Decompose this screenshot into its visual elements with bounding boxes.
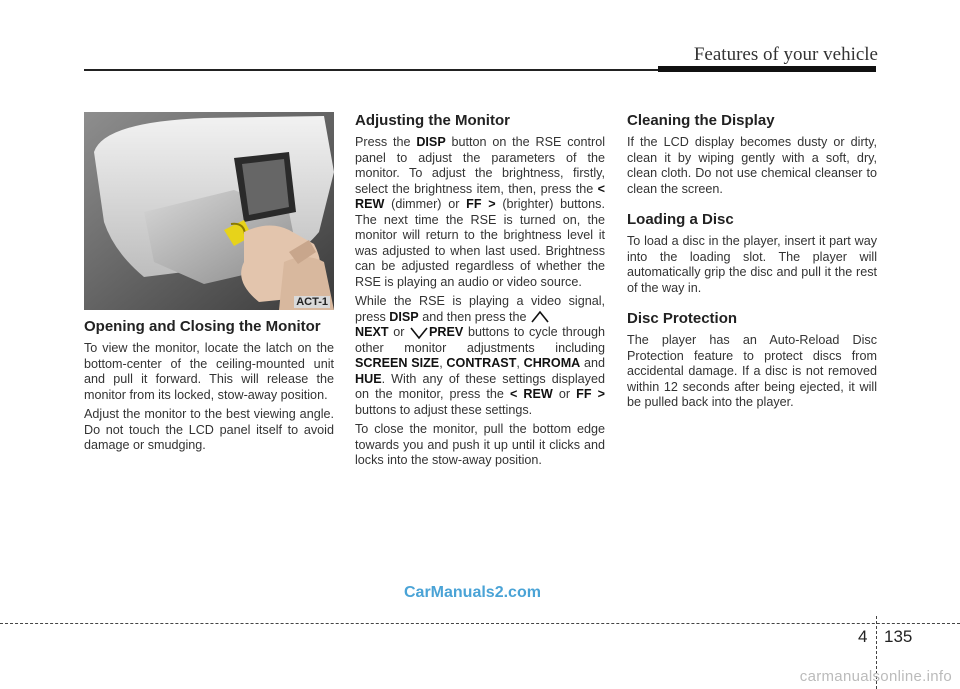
- section-heading-loading-disc: Loading a Disc: [627, 211, 734, 228]
- text: or: [552, 387, 577, 401]
- column-middle: [355, 112, 605, 473]
- page-number: 135: [884, 627, 913, 646]
- section-heading-disc-protection: Disc Protection: [627, 310, 738, 327]
- section-heading-adjusting-monitor: Adjusting the Monitor: [355, 112, 510, 129]
- paragraph: To load a disc in the player, insert it part way into the loading slot. The player will automatically grip the disc and pull it the rest of the way in.: [627, 234, 877, 295]
- page-header-title: Features of your vehicle: [693, 44, 878, 65]
- text: ,: [439, 356, 447, 370]
- paragraph: Adjust the monitor to the best viewing angle. Do not touch the LCD panel itself to avoid damage or smudging.: [84, 407, 334, 452]
- monitor-photo: [84, 112, 334, 310]
- text: buttons to adjust these settings.: [355, 402, 533, 417]
- text: ,: [516, 356, 524, 370]
- text: While the RSE is playing a video signal, press: [355, 294, 605, 324]
- chapter-number: 4: [858, 627, 868, 646]
- chevron-up-icon: [530, 310, 550, 324]
- column-left: [84, 112, 334, 458]
- monitor-illustration: [84, 112, 334, 310]
- paragraph: To close the monitor, pull the bottom edge towards you and push it up until it clicks and locks into the stow-away position.: [355, 422, 605, 467]
- paragraph: To view the monitor, locate the latch on the bottom-center of the ceiling-mounted unit and pull it forward. This will release the monitor from its locked, stow-away position.: [84, 341, 334, 402]
- site-watermark: carmanualsonline.info: [799, 668, 952, 685]
- text: . With any of these settings displayed on the monitor, press the: [355, 371, 605, 401]
- figure-code: ACT-1: [296, 296, 328, 308]
- button-term: FF >: [466, 197, 496, 211]
- button-term: HUE: [355, 371, 382, 386]
- text: or: [388, 325, 410, 339]
- paragraph: The player has an Auto-Reload Disc Protection feature to protect discs from accidental damage. If a disc is not removed within 12 seconds after being ejected, it will be pulled back into the player.: [627, 333, 877, 409]
- text: (brighter) buttons. The next time the RSE is turned on, the monitor will return to the brightness level it was adjusted to when last used. Brightness can be adjusted regardless of whether the RSE is playing an audio or video source.: [355, 197, 605, 289]
- footer-rule: [0, 623, 960, 624]
- button-term: SCREEN SIZE: [355, 356, 440, 370]
- text: and then press the: [418, 309, 531, 324]
- header-rule: [84, 69, 676, 71]
- paragraph: If the LCD display becomes dusty or dirty, clean it by wiping gently with a soft, dry, clean cloth. Do not use chemical cleanser to clean the screen.: [627, 135, 877, 196]
- button-term: PREV: [429, 325, 464, 339]
- button-term: DISP: [389, 309, 419, 324]
- section-heading-opening-closing: Opening and Closing the Monitor: [84, 318, 321, 335]
- paragraph: [355, 135, 605, 290]
- text: button on the RSE control panel to adjust the parameters of the monitor. To adjust the brightness, firstly, select the brightness item, then, press the: [355, 135, 606, 196]
- button-term: < REW: [509, 387, 553, 401]
- paragraph: [355, 294, 605, 418]
- chevron-down-icon: [409, 326, 429, 340]
- button-term: < REW: [355, 181, 605, 211]
- section-heading-cleaning-display: Cleaning the Display: [627, 112, 775, 129]
- text: and: [580, 356, 606, 370]
- header-rule-accent: [658, 66, 876, 72]
- button-term: DISP: [416, 135, 446, 149]
- button-term: NEXT: [355, 325, 389, 339]
- button-term: FF >: [576, 387, 605, 401]
- text: (dimmer) or: [384, 197, 467, 211]
- button-term: CONTRAST: [446, 356, 517, 370]
- text: buttons to cycle through other monitor adjustments including: [355, 325, 606, 355]
- watermark-link[interactable]: CarManuals2.com: [404, 584, 541, 601]
- column-right: [627, 112, 877, 415]
- text: Press the: [355, 135, 417, 149]
- button-term: CHROMA: [523, 356, 581, 370]
